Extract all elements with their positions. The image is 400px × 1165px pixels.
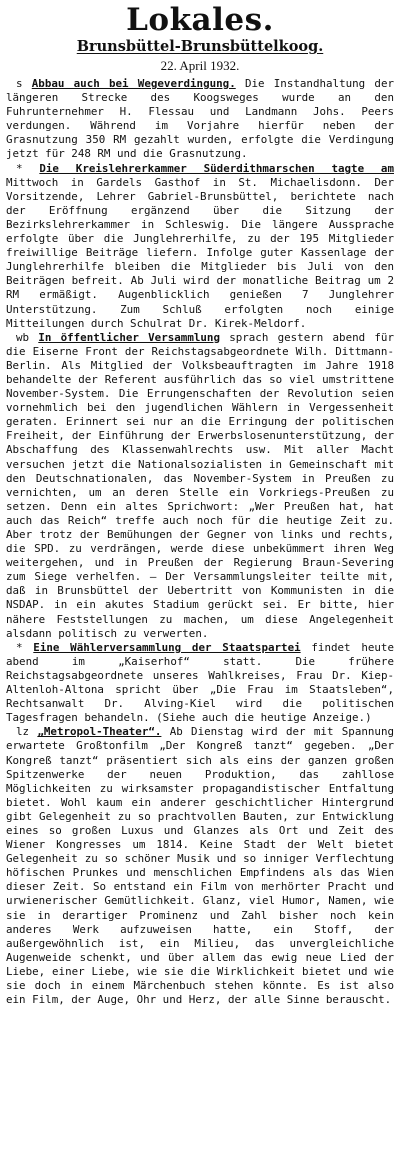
dateline: 22. April 1932. — [160, 58, 240, 73]
article-headline: Die Kreislehrerkammer Süderdithmarschen tagte am — [39, 161, 394, 175]
article-headline: In öffentlicher Versammlung — [38, 330, 220, 344]
section-title: Lokales. — [126, 2, 274, 38]
article-body: Ab Dienstag wird der mit Spannung erwartete Großtonfilm „Der Kongreß tanzt“ gegeben. „Der Kongreß tanzt“ präsentiert sich als eins der ganzen großen Spitzenwerke der neuen Produktion, das zahllose Möglichkeiten zu wirksamster propagandistischer Entfaltung bietet. Wohl kaum ein anderer geschichtlicher Hintergrund gibt Gelegenheit zu so prachtvollen Bauten, zur Entwicklung eines so großen Luxus und Glanzes als Ort und Zeit des Wiener Kongresses um 1814. Keine Stadt der Welt bietet Gelegenheit zu so schöner Musik und so inniger Verflechtung höfischen Prunkes und menschlichen Empfindens als das Wien dieser Zeit. So entstand ein Film von merhörter Pracht und urwienerischer Gemütlichkeit. Glanz, viel Humor, Namen, wie sie in derartiger Prominenz und Zahl bisher noch kein anderes Werk aufzuweisen hatte, ein Stoff, der außergewöhnlich ist, ein Milieu, das unvergleichliche Augenweide schenkt, und über allem das ewig neue Lied der Liebe, einer Liebe, wie sie die Wirklichkeit bietet und wie sie doch in einem Märchenbuch stehen könnte. Es ist also ein Film, der Auge, Ohr und Herz, der alle Sinne berauscht. — [6, 725, 394, 1007]
article-marker: lz — [16, 725, 38, 739]
article-marker: s — [16, 77, 32, 90]
article-marker: * — [16, 640, 34, 654]
article-kreislehrerkammer — [6, 162, 394, 331]
article-versammlung — [6, 331, 394, 641]
article-staatspartei — [6, 641, 394, 726]
article-body: sprach gestern abend für die Eiserne Front der Reichstagsabgeordnete Wilh. Dittmann-Berlin. Als Mitglied der Volksbeauftragten im Jahre 1918 behandelte der Referent ausführlich das so viel umstrittene November-System. Die Errungenschaften der Revolution seien vornehmlich bei den jugendlichen Wählern in Vergessenheit geraten. Erinnert sei nur an die Erringung der politischen Freiheit, der Einführung der Erwerbslosenunterstützung, der Abschaffung des Klassenwahlrechts usw. Mit aller Macht versuchen jetzt die Nationalsozialisten in Gemeinschaft mit den Deutschnationalen, das November-System in Preußen zu vernichten, um an deren Stelle ein Vorkriegs-Preußen zu setzen. Denn ein altes Sprichwort: „Wer Preußen hat, hat auch das Reich“ treffe auch noch für die heutige Zeit zu. Aber trotz der Bemühungen der Gegner von links und rechts, die SPD. zu verdrängen, werde diese unbekümmert ihren Weg weitergehen, und in Preußen der Regierung Braun-Severing zum Siege verhelfen. — Der Versammlungsleiter teilte mit, daß in Brunsbüttel der Uebertritt von Kommunisten in die NSDAP. in ein akutes Stadium gerückt sei. Er bitte, hier nähere Feststellungen zu machen, um diese Angelegenheit alsdann politisch zu verwerten. — [6, 330, 394, 640]
article-body: Die Instandhaltung der längeren Strecke des Koogsweges wurde an den Fuhrunternehmer H. Flessau und Landmann Johs. Peers verdungen. Während im Vorjahre hierfür neben der Grasnutzung 350 RM gezahlt wurden, erfolgte die Verdingung jetzt für 248 RM und die Grasnutzung. — [6, 77, 394, 161]
article-wegeverdingung — [6, 77, 394, 162]
article-body: findet heute abend im „Kaiserhof“ statt. Die frühere Reichstagsabgeordnete unseres Wahlkreises, Frau Dr. Kiep-Altenloh-Altona spricht über „Die Frau im Staatsleben“, Rechtsanwalt Dr. Alving-Kiel wird die politischen Tagesfragen behandeln. (Siehe auch die heutige Anzeige.) — [6, 640, 394, 725]
article-marker: wb — [16, 330, 39, 344]
article-body: Mittwoch in Gardels Gasthof in St. Michaelisdonn. Der Vorsitzende, Lehrer Gabriel-Brunsbüttel, berichtete nach der Eröffnung ergänzend über die Sitzung der Bezirkslehrerkammer in Schleswig. Die längere Aussprache erfolgte über die Junglehrerhilfe, zu der 195 Mitglieder freiwillige Beiträge liefern. Infolge guter Kassenlage der Junglehrerhilfe bleiben die Mitglieder bis Juli von den Beiträgen befreit. Ab Juli wird der monatliche Beitrag um 2 RM ermäßigt. Augenblicklich genießen 7 Junglehrer Unterstützung. Zum Schluß erfolgten noch einige Mitteilungen durch Schulrat Dr. Kirek-Meldorf. — [6, 175, 394, 330]
article-marker: * — [16, 161, 40, 175]
article-headline: „Metropol-Theater“. — [37, 725, 162, 739]
article-headline: Abbau auch bei Wegeverdingung. — [31, 77, 236, 90]
article-headline: Eine Wählerversammlung der Staatspartei — [33, 640, 301, 654]
article-metropol-theater — [6, 725, 394, 1007]
town-heading: Brunsbüttel-Brunsbüttelkoog. — [76, 38, 324, 55]
